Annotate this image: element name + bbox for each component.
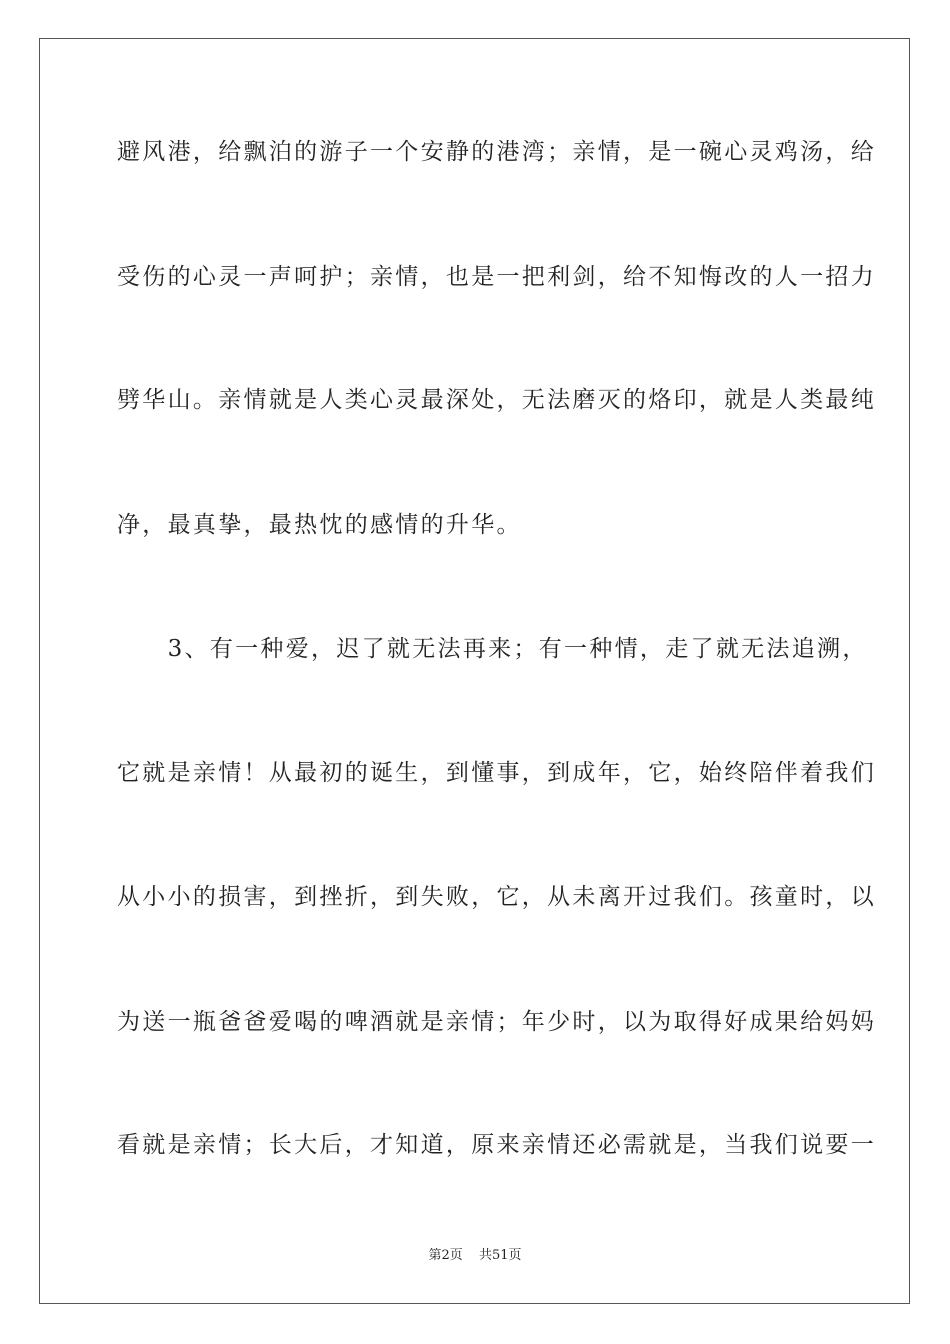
text-line-5: 3、有一种爱，迟了就无法再来；有一种情，走了就无法追溯， <box>117 636 868 662</box>
page-total: 共51页 <box>478 1248 522 1263</box>
page-border <box>39 38 910 1304</box>
text-line-8: 为送一瓶爸爸爱喝的啤酒就是亲情；年少时，以为取得好成果给妈妈 <box>117 1009 876 1035</box>
text-line-3: 劈华山。亲情就是人类心灵最深处，无法磨灭的烙印，就是人类最纯 <box>117 387 876 413</box>
text-line-4: 净，最真挚，最热忱的感情的升华。 <box>117 512 522 538</box>
text-line-7: 从小小的损害，到挫折，到失败，它，从未离开过我们。孩童时，以 <box>117 884 876 910</box>
text-line-2: 受伤的心灵一声呵护；亲情，也是一把利剑，给不知悔改的人一招力 <box>117 264 876 290</box>
page-footer <box>0 1247 950 1265</box>
text-line-6: 它就是亲情！从最初的诞生，到懂事，到成年，它，始终陪伴着我们 <box>117 760 876 786</box>
text-line-9: 看就是亲情；长大后，才知道，原来亲情还必需就是，当我们说要一 <box>117 1132 876 1158</box>
page-number: 第2页 <box>428 1248 463 1263</box>
text-line-1: 避风港，给飘泊的游子一个安静的港湾；亲情，是一碗心灵鸡汤，给 <box>117 139 876 165</box>
